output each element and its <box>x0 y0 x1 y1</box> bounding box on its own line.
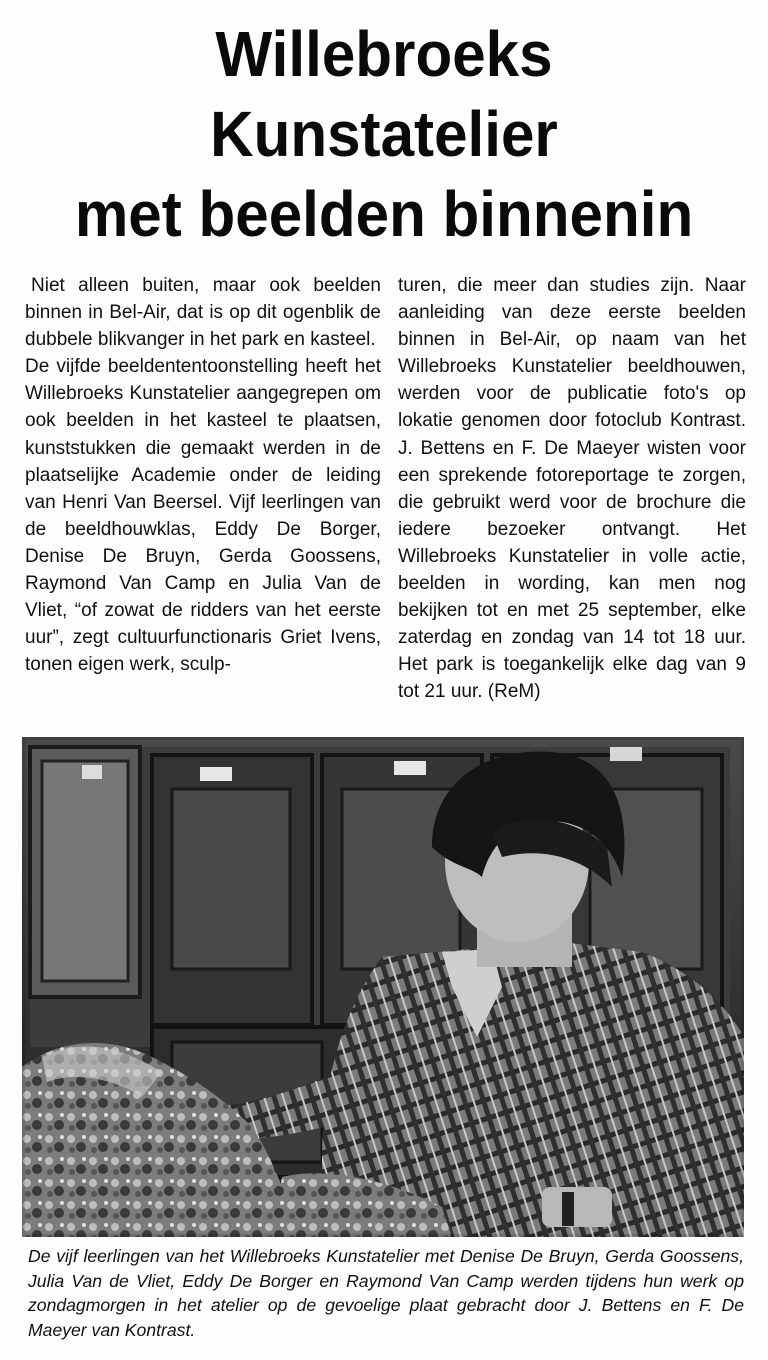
headline-line-2: Kunstatelier <box>210 98 558 170</box>
right-paragraph-1: turen, die meer dan studies zijn. Naar aanleiding van deze eerste beelden binnen in Bel-Air, op naam van het Willebroeks Kunstatelier beeldhouwen, werden voor de publicatie foto's op lokatie genomen door fotoclub Kontrast. J. Bettens en F. De Maeyer wisten voor een sprekende fotoreportage te zorgen, die gebruikt werd voor de brochure die iedere bezoeker ontvangt. Het Willebroeks Kunstatelier in volle actie, beelden in wording, kan men nog bekijken tot en met 25 september, elke zaterdag en zondag van 14 tot 18 uur. Het park is toegankelijk elke dag van 9 tot 21 uur. (ReM) <box>398 275 746 703</box>
left-paragraph-1: Niet alleen buiten, maar ook beelden binnen in Bel-Air, dat is op dit ogenblik de dubbele blikvanger in het park en kasteel. <box>25 275 381 351</box>
article-headline <box>0 14 768 254</box>
article-column-right <box>398 272 746 706</box>
article-column-left <box>25 272 381 678</box>
article-photo <box>22 737 744 1237</box>
workshop-photo-illustration <box>22 737 744 1237</box>
photo-caption: De vijf leerlingen van het Willebroeks Kunstatelier met Denise De Bruyn, Gerda Goossens, Julia Van de Vliet, Eddy De Borger en Raymond Van Camp werden tijdens hun werk op zondagmorgen in het atelier op de gevoelige plaat gebracht door J. Bettens en F. De Maeyer van Kontrast. <box>28 1246 744 1340</box>
headline-line-1: Willebroeks <box>215 18 553 90</box>
headline-line-3: met beelden binnenin <box>74 178 694 250</box>
left-paragraph-2: De vijfde beeldententoonstelling heeft het Willebroeks Kunstatelier aangegrepen om ook beelden in het kasteel te plaatsen, kunststukken die gemaakt werden in de plaatselijke Academie onder de leiding van Henri Van Beersel. Vijf leerlingen van de beeldhouwklas, Eddy De Borger, Denise De Bruyn, Gerda Goossens, Raymond Van Camp en Julia Van de Vliet, “of zowat de ridders van het eerste uur”, zegt cultuurfunctionaris Griet Ivens, tonen eigen werk, sculp- <box>25 356 381 676</box>
